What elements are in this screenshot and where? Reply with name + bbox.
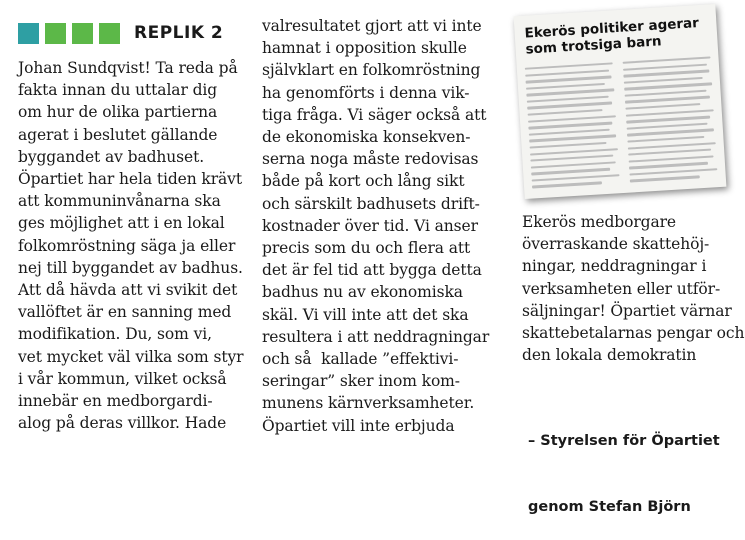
text-line: byggandet av badhuset. <box>18 147 205 166</box>
text-line: Att då hävda att vi svikit det <box>18 281 238 300</box>
article-column-3 <box>522 211 744 366</box>
clipping-headline: Ekerös politiker agerar som trotsiga barn <box>524 15 700 58</box>
text-line: både på kort och lång sikt <box>262 172 465 191</box>
text-line: hamnat i opposition skulle <box>262 39 467 58</box>
section-square <box>72 23 93 44</box>
text-line: resultera i att neddragningar <box>262 327 490 346</box>
text-line: ningar, neddragningar i <box>522 257 707 276</box>
text-line: skäl. Vi vill inte att det ska <box>262 305 469 324</box>
text-line: de ekonomiska konsekven- <box>262 128 471 147</box>
text-line: det är fel tid att bygga detta <box>262 261 482 280</box>
text-line: seringar” sker inom kom- <box>262 372 460 391</box>
text-line: vallöftet är en sanning med <box>18 303 232 322</box>
text-line: fakta innan du uttalar dig <box>18 81 218 100</box>
newspaper-clipping-image <box>514 4 727 199</box>
clipping-body-text <box>525 56 722 195</box>
text-line: i vår kommun, vilket också <box>18 369 227 388</box>
text-line: Öpartiet har hela tiden krävt <box>18 170 242 189</box>
text-line: precis som du och flera att <box>262 239 471 258</box>
signature <box>528 386 720 540</box>
text-line: och särskilt badhusets drift- <box>262 194 480 213</box>
text-line: verksamheten eller utför- <box>522 279 721 298</box>
text-line: Ekerös medborgare <box>522 213 677 231</box>
signature-line-1: – Styrelsen för Öpartiet <box>528 433 720 449</box>
text-line: att kommuninvånarna ska <box>18 192 221 211</box>
text-line: Johan Sundqvist! Ta reda på <box>18 59 238 77</box>
text-line: skattebetalarnas pengar och <box>522 324 745 343</box>
text-line: valresultatet gjort att vi inte <box>262 17 482 35</box>
kicker-label: REPLIK 2 <box>134 23 224 43</box>
signature-line-2: genom Stefan Björn <box>528 499 691 515</box>
text-line: modifikation. Du, som vi, <box>18 325 212 344</box>
text-line: innebär en medborgardi- <box>18 392 213 411</box>
text-line: självklart en folkomröstning <box>262 61 481 80</box>
text-line: Öpartiet vill inte erbjuda <box>262 416 455 435</box>
text-line: den lokala demokratin <box>522 346 697 365</box>
text-line: nej till byggandet av badhus. <box>18 258 243 277</box>
text-line: ha genomförts i denna vik- <box>262 83 470 102</box>
text-line: ges möjlighet att i en lokal <box>18 214 225 233</box>
section-square <box>18 23 39 44</box>
section-square <box>99 23 120 44</box>
text-line: vet mycket väl vilka som styr <box>18 347 244 366</box>
text-line: folkomröstning säga ja eller <box>18 236 236 255</box>
text-line: alog på deras villkor. Hade <box>18 414 227 433</box>
text-line: agerat i beslutet gällande <box>18 125 218 144</box>
text-line: serna noga måste redovisas <box>262 150 479 169</box>
text-line: badhus nu av ekonomiska <box>262 283 463 302</box>
article-column-2 <box>262 15 489 437</box>
text-line: munens kärnverksamheter. <box>262 394 475 413</box>
text-line: överraskande skattehöj- <box>522 235 710 254</box>
text-line: kostnader över tid. Vi anser <box>262 216 478 235</box>
section-square <box>45 23 66 44</box>
text-line: om hur de olika partierna <box>18 103 218 122</box>
replik-header <box>18 22 223 44</box>
section-squares <box>18 23 126 44</box>
text-line: tiga fråga. Vi säger också att <box>262 105 487 124</box>
article-column-1 <box>18 57 243 434</box>
text-line: och så kallade ”effektivi- <box>262 350 459 369</box>
text-line: säljningar! Öpartiet värnar <box>522 301 732 320</box>
